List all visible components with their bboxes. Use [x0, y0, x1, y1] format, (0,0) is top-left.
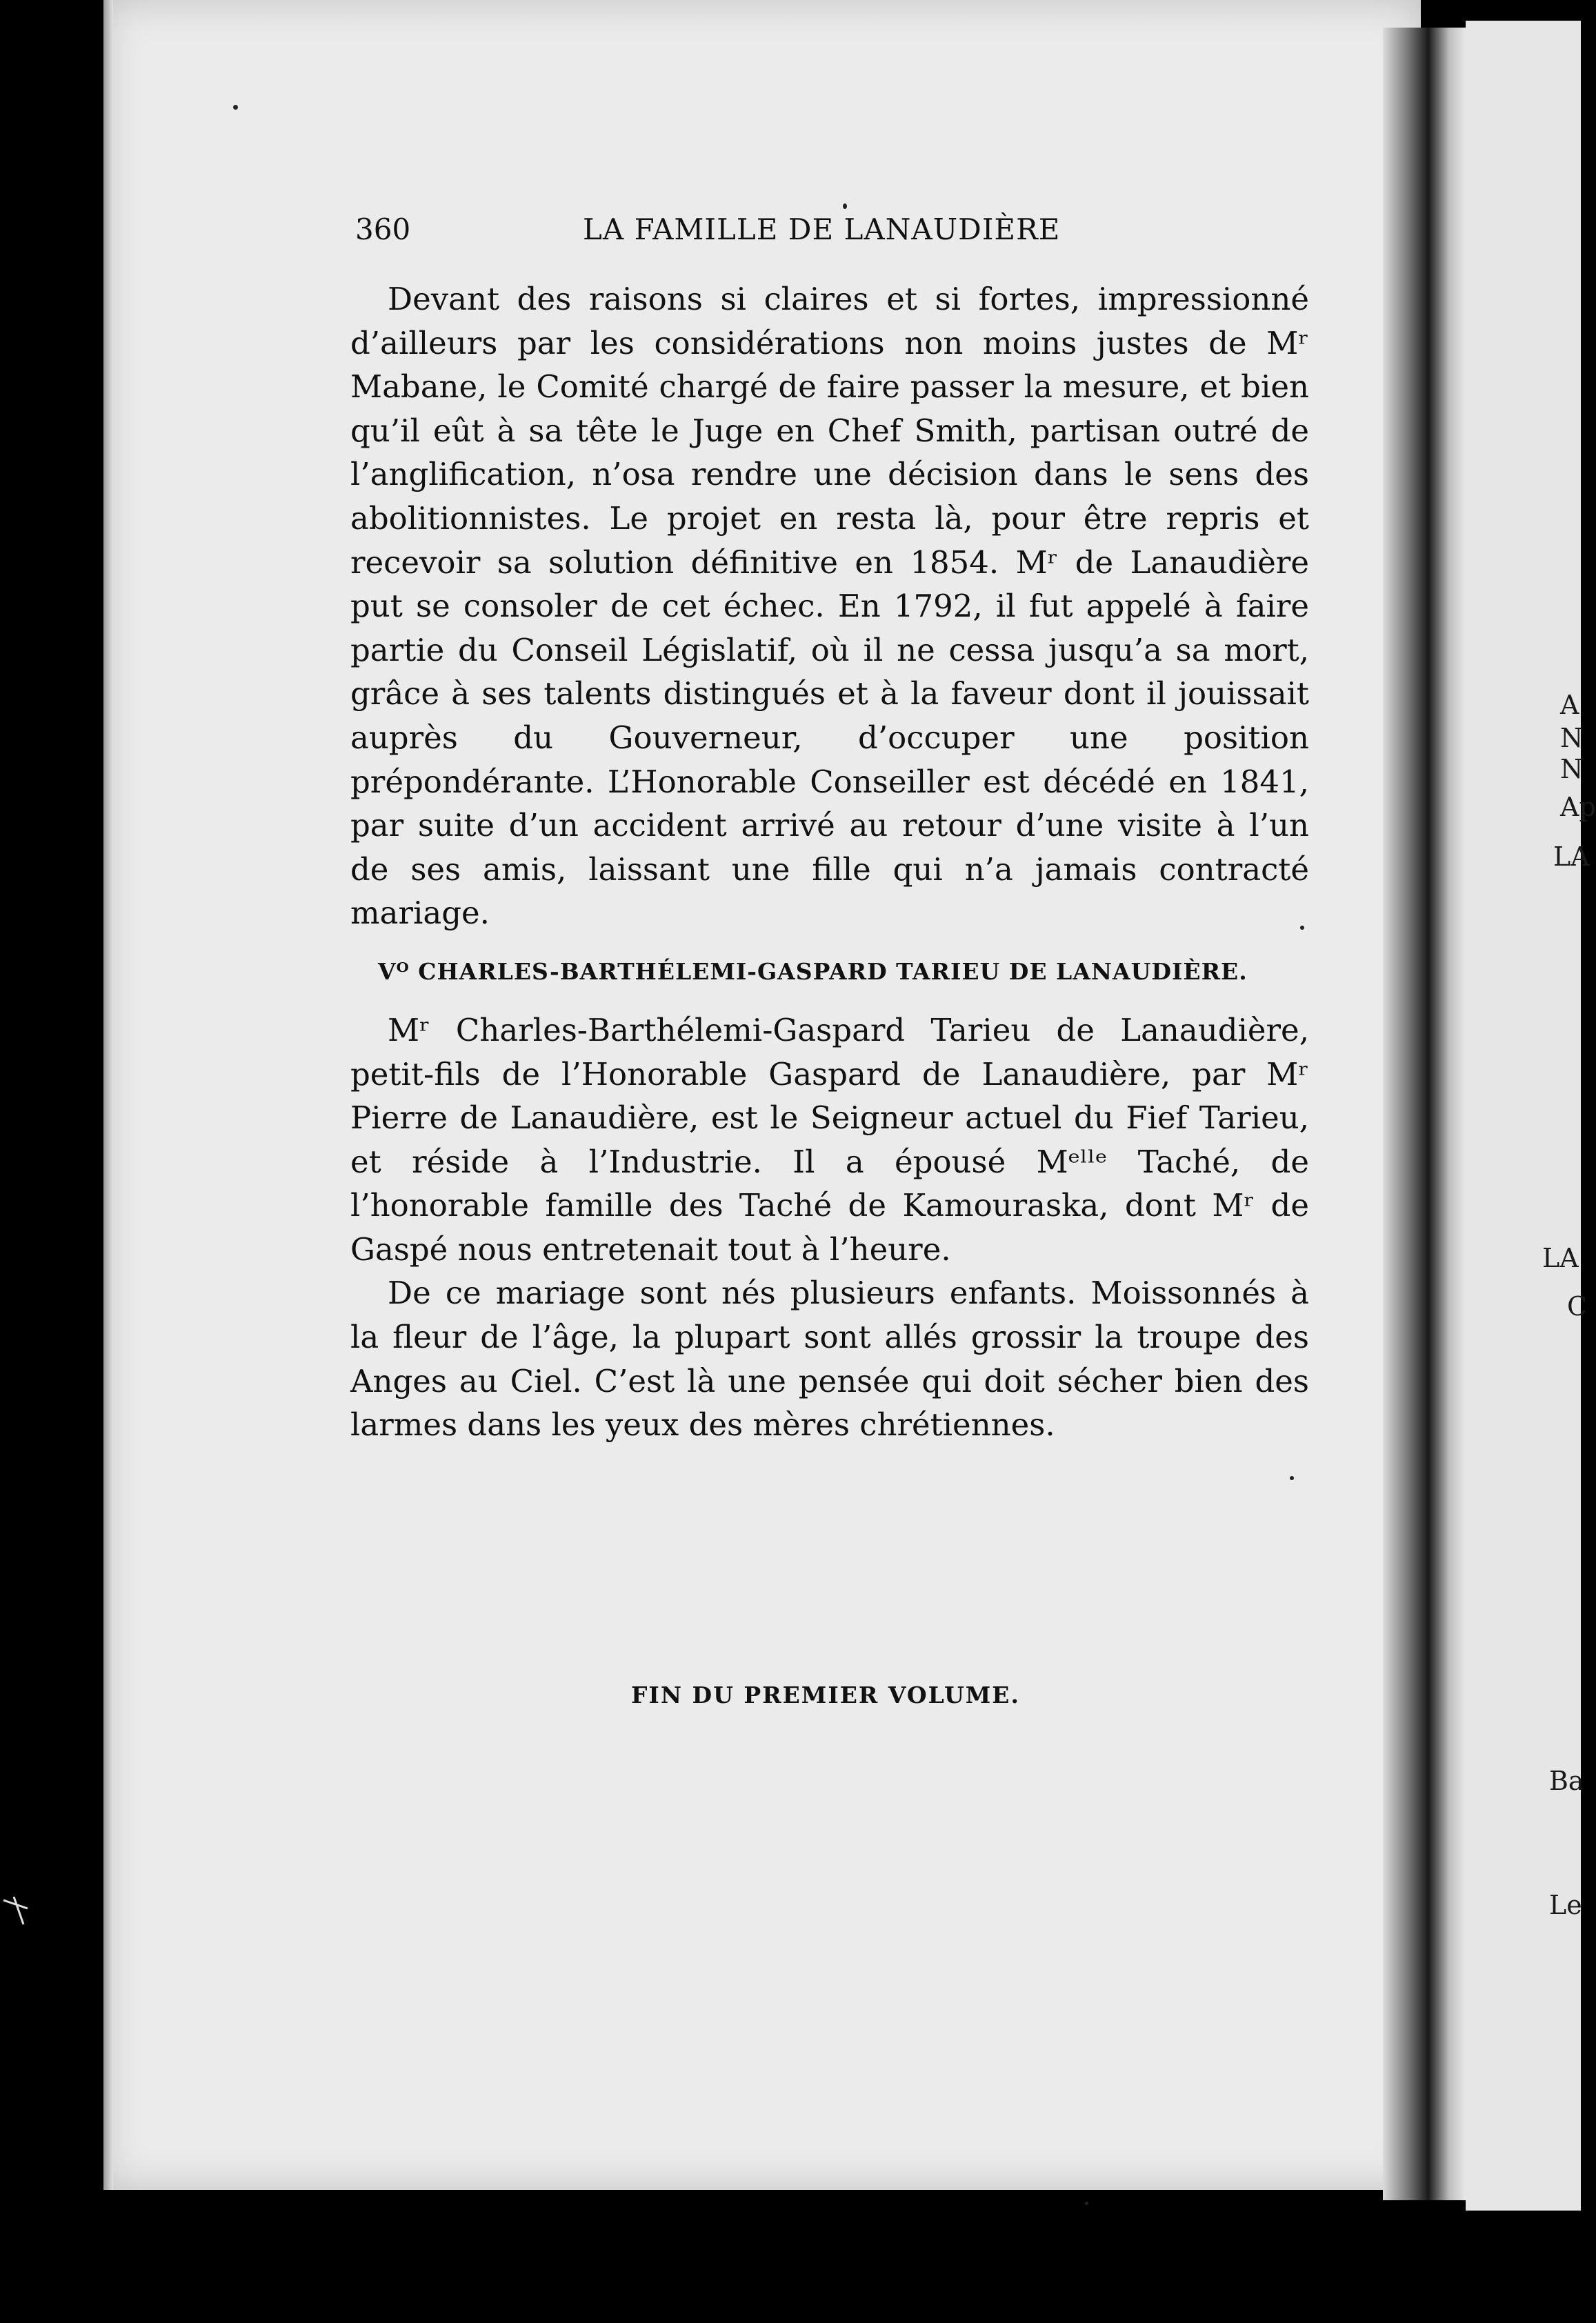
end-of-volume-note: FIN DU PREMIER VOLUME. — [631, 1682, 1020, 1708]
running-head: LA FAMILLE DE LANAUDIÈRE — [583, 212, 1061, 246]
page-number: 360 — [355, 212, 411, 246]
page-body — [350, 277, 1309, 1447]
facing-page-fragment: Ap — [1560, 792, 1596, 822]
body-paragraph: Devant des raisons si claires et si fortes, impressionné d’ailleurs par les considérations non moins justes de Mʳ Mabane, le Comité chargé de faire passer la mesure, et bien qu’il eût à sa tête le Juge en Chef Smith, partisan outré de l’anglification, n’osa rendre une décision dans le sens des abolitionnistes. Le projet en resta là, pour être repris et recevoir sa solution définitive en 1854. Mʳ de Lanaudière put se consoler de cet échec. En 1792, il fut appelé à faire partie du Conseil Législatif, où il ne cessa jusqu’a sa mort, grâce à ses talents distingués et à la faveur dont il jouissait auprès du Gouverneur, d’occuper une position prépondérante. L’Honorable Conseiller est décédé en 1841, par suite d’un accident arrivé au retour d’une visite à l’un de ses amis, laissant une fille qui n’a jamais contracté mariage. — [350, 281, 1309, 932]
paper-speck — [843, 203, 847, 209]
paper-speck — [1300, 926, 1304, 930]
facing-page-fragment: A — [1560, 690, 1579, 720]
scan-artifact-mark — [0, 1893, 48, 1935]
paper-speck — [233, 105, 238, 110]
facing-page-fragment: N — [1560, 723, 1584, 753]
facing-page-fragment: Ba — [1549, 1766, 1584, 1796]
facing-page-fragment: N — [1560, 754, 1584, 784]
facing-page-fragment: Le — [1549, 1890, 1582, 1920]
book-gutter — [1383, 28, 1466, 2200]
section-paragraph: De ce mariage sont nés plusieurs enfants. Moissonnés à la fleur de l’âge, la plupart sont allés grossir la troupe des Anges au Ciel. C’est là une pensée qui doit sécher bien des larmes dans les yeux des mères chrétiennes. — [350, 1275, 1309, 1444]
section-paragraph: Mʳ Charles-Barthélemi-Gaspard Tarieu de Lanaudière, petit-fils de l’Honorable Gaspard de Lanaudière, par Mʳ Pierre de Lanaudière, est le Seigneur actuel du Fief Tarieu, et réside à l’Industrie. Il a épousé Mᵉˡˡᵉ Taché, de l’honorable famille des Taché de Kamouraska, dont Mʳ de Gaspé nous entretenait tout à l’heure. — [350, 1011, 1309, 1268]
facing-page-fragment: LA — [1542, 1243, 1579, 1273]
facing-page-fragment: LA — [1553, 841, 1590, 872]
paper-speck — [1290, 1476, 1294, 1480]
page-left-edge — [103, 0, 113, 2190]
section-heading: Vᴼ CHARLES-BARTHÉLEMI-GASPARD TARIEU DE LANAUDIÈRE. — [378, 957, 1248, 985]
facing-page-fragment: C — [1567, 1291, 1588, 1322]
facing-page-edge — [1466, 21, 1584, 2211]
paper-speck — [1085, 2202, 1088, 2205]
